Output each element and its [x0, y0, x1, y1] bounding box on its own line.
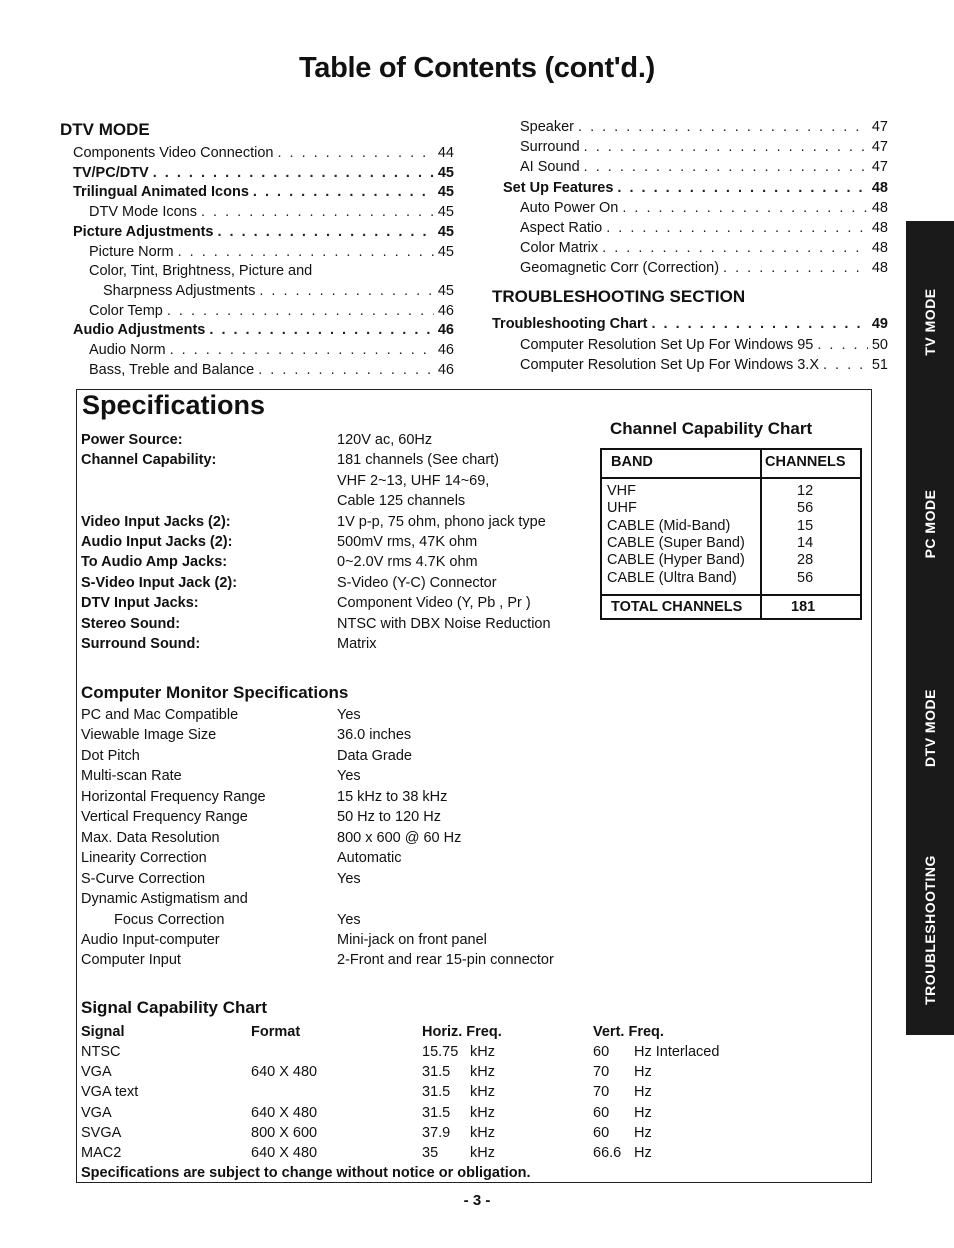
- spec-label: To Audio Amp Jacks:: [81, 554, 228, 571]
- toc-entry-page: 45: [437, 164, 454, 181]
- toc-dot-leader: [651, 315, 867, 333]
- spec-value: S-Video (Y-C) Connector: [337, 574, 497, 591]
- toc-entry-label: Troubleshooting Chart: [492, 316, 648, 332]
- toc-entry[interactable]: [89, 262, 454, 280]
- band-channels: 56: [797, 569, 814, 586]
- monitor-spec-value: Data Grade: [337, 747, 412, 764]
- monitor-spec-label: Audio Input-computer: [81, 931, 220, 948]
- monitor-spec-label: Focus Correction: [114, 911, 225, 928]
- toc-entry[interactable]: [520, 259, 888, 277]
- spec-value: NTSC with DBX Noise Reduction: [337, 615, 551, 632]
- toc-dot-leader: [723, 259, 868, 277]
- toc-dot-leader: [253, 183, 434, 201]
- toc-entry[interactable]: [89, 302, 454, 320]
- signal-name: VGA: [81, 1104, 112, 1121]
- toc-dot-leader: [606, 219, 868, 237]
- band-name: VHF: [607, 483, 636, 499]
- spec-label: Power Source:: [81, 432, 183, 448]
- toc-entry[interactable]: [520, 239, 888, 257]
- tab-troubleshooting[interactable]: TROUBLESHOOTING: [922, 855, 938, 1005]
- band-name: UHF: [607, 500, 637, 517]
- toc-entry[interactable]: [89, 243, 454, 261]
- toc-dot-leader: [209, 321, 433, 339]
- spec-value: 1V p-p, 75 ohm, phono jack type: [337, 513, 546, 530]
- signal-vert: 70: [593, 1084, 610, 1101]
- monitor-spec-value: Automatic: [337, 850, 402, 867]
- toc-entry-page: 48: [871, 220, 888, 236]
- toc-entry-page: 48: [871, 260, 888, 277]
- band-channels: 15: [797, 517, 814, 534]
- signal-vert-unit: Hz: [634, 1084, 652, 1101]
- signal-vert-unit: Hz: [634, 1104, 652, 1121]
- toc-dot-leader: [578, 118, 868, 136]
- band-name: CABLE (Mid-Band): [607, 517, 731, 534]
- toc-entry[interactable]: [89, 361, 454, 379]
- toc-dot-leader: [584, 138, 868, 156]
- toc-entry-label: Color, Tint, Brightness, Picture and: [89, 263, 313, 280]
- band-name: CABLE (Super Band): [607, 534, 745, 551]
- total-channels-value: 181: [791, 599, 816, 615]
- monitor-spec-value: Yes: [337, 768, 361, 785]
- toc-entry-label: DTV Mode Icons: [89, 204, 197, 221]
- monitor-spec-label: Linearity Correction: [81, 850, 207, 867]
- toc-dot-leader: [584, 158, 868, 176]
- toc-entry[interactable]: [89, 203, 454, 221]
- toc-dot-leader: [217, 223, 433, 241]
- toc-entry-label: Sharpness Adjustments: [103, 282, 256, 299]
- total-channels-label: TOTAL CHANNELS: [611, 599, 743, 615]
- signal-horiz-unit: kHz: [470, 1104, 495, 1121]
- toc-entry-label: Picture Adjustments: [73, 223, 214, 240]
- toc-entry-label: Surround: [520, 139, 580, 156]
- signal-vert-unit: Hz Interlaced: [634, 1044, 720, 1060]
- toc-entry[interactable]: [89, 341, 454, 359]
- toc-entry-label: AI Sound: [520, 159, 580, 176]
- toc-entry-page: 45: [437, 243, 454, 260]
- signal-vert: 70: [593, 1064, 610, 1081]
- monitor-spec-label: Multi-scan Rate: [81, 768, 182, 785]
- monitor-spec-label: Dynamic Astigmatism and: [81, 891, 248, 908]
- computer-monitor-title: Computer Monitor Specifications: [81, 683, 349, 702]
- signal-format: 640 X 480: [251, 1145, 318, 1161]
- toc-entry-label: Set Up Features: [503, 179, 614, 196]
- signal-horiz-unit: kHz: [470, 1044, 495, 1060]
- band-channels: 14: [797, 534, 814, 551]
- toc-entry-page: 47: [871, 159, 888, 176]
- toc-dot-leader: [617, 179, 867, 197]
- signal-name: NTSC: [81, 1044, 121, 1060]
- channel-capability-table: [600, 448, 862, 620]
- toc-entry-label: Computer Resolution Set Up For Windows 3.X: [520, 357, 819, 373]
- band-name: CABLE (Hyper Band): [607, 552, 745, 569]
- toc-entry-label: Computer Resolution Set Up For Windows 95: [520, 336, 814, 353]
- toc-entry-page: 50: [871, 336, 888, 353]
- toc-dot-leader: [823, 356, 868, 374]
- signal-format: 640 X 480: [251, 1104, 318, 1121]
- monitor-spec-value: 800 x 600 @ 60 Hz: [337, 829, 462, 846]
- spec-label: Surround Sound:: [81, 636, 201, 652]
- toc-entry-page: 48: [871, 199, 888, 216]
- toc-dot-leader: [167, 302, 434, 320]
- band-header: BAND: [611, 454, 653, 470]
- monitor-spec-value: 36.0 inches: [337, 727, 412, 744]
- toc-entry-label: Color Matrix: [520, 240, 599, 257]
- toc-dot-leader: [201, 203, 434, 221]
- monitor-spec-label: Computer Input: [81, 952, 181, 969]
- spec-value: 181 channels (See chart): [337, 452, 500, 469]
- monitor-spec-value: Yes: [337, 707, 361, 723]
- monitor-spec-value: 15 kHz to 38 kHz: [337, 788, 448, 805]
- toc-entry-page: 46: [437, 342, 454, 358]
- toc-dot-leader: [178, 243, 434, 261]
- toc-entry-label: Bass, Treble and Balance: [89, 361, 255, 378]
- spec-value: VHF 2~13, UHF 14~69,: [337, 472, 490, 489]
- spec-label: Channel Capability:: [81, 452, 217, 469]
- toc-entry-page: 45: [437, 204, 454, 221]
- toc-entry-page: 46: [437, 322, 454, 339]
- toc-entry-label: Components Video Connection: [73, 145, 274, 161]
- band-channels: 28: [797, 552, 814, 569]
- signal-format: 800 X 600: [251, 1124, 318, 1141]
- toc-entry[interactable]: [520, 336, 888, 354]
- toc-entry-label: Color Temp: [89, 302, 163, 319]
- toc-dot-leader: [817, 336, 868, 354]
- signal-format: 640 X 480: [251, 1064, 318, 1081]
- signal-horiz: 37.9: [422, 1124, 451, 1141]
- footnote: Specifications are subject to change without notice or obligation.: [81, 1165, 531, 1181]
- toc-entry[interactable]: [520, 118, 888, 136]
- signal-horiz: 35: [422, 1145, 439, 1161]
- signal-vert: 60: [593, 1044, 610, 1060]
- signal-name: VGA text: [81, 1084, 139, 1101]
- monitor-spec-value: Yes: [337, 870, 361, 887]
- signal-horiz-unit: kHz: [470, 1145, 495, 1161]
- monitor-spec-label: Dot Pitch: [81, 747, 140, 764]
- toc-entry[interactable]: [103, 282, 454, 300]
- toc-entry-page: 47: [871, 119, 888, 135]
- toc-entry-label: Geomagnetic Corr (Correction): [520, 260, 720, 277]
- specifications-title: Specifications: [82, 390, 266, 420]
- toc-dot-leader: [277, 144, 433, 162]
- tab-pc-mode[interactable]: PC MODE: [922, 489, 938, 559]
- toc-entry-label: Picture Norm: [89, 243, 174, 260]
- monitor-spec-label: Max. Data Resolution: [81, 829, 220, 846]
- toc-entry-page: 45: [437, 282, 454, 299]
- signal-vert-unit: Hz: [634, 1124, 652, 1141]
- toc-dot-leader: [602, 239, 868, 257]
- signal-horiz-unit: kHz: [470, 1084, 495, 1101]
- toc-entry-page: 46: [437, 302, 454, 319]
- toc-dot-leader: [153, 164, 434, 182]
- vert-freq-header: Vert. Freq.: [593, 1024, 664, 1040]
- signal-horiz: 31.5: [422, 1084, 451, 1101]
- monitor-spec-value: 2-Front and rear 15-pin connector: [337, 952, 554, 969]
- monitor-spec-value: Mini-jack on front panel: [337, 931, 487, 948]
- toc-entry-label: Speaker: [520, 119, 575, 135]
- band-name: CABLE (Ultra Band): [607, 569, 737, 586]
- toc-dot-leader: [258, 361, 434, 379]
- toc-entry[interactable]: [520, 199, 888, 217]
- spec-label: Audio Input Jacks (2):: [81, 534, 233, 550]
- toc-entry-page: 48: [871, 240, 888, 257]
- spec-value: 0~2.0V rms 4.7K ohm: [337, 554, 478, 571]
- spec-label: S-Video Input Jack (2):: [81, 574, 238, 591]
- toc-entry[interactable]: [520, 138, 888, 156]
- signal-header: Signal: [81, 1024, 125, 1040]
- signal-vert: 60: [593, 1124, 610, 1141]
- toc-entry-page: 46: [437, 361, 454, 378]
- tab-dtv-mode[interactable]: DTV MODE: [922, 689, 938, 767]
- monitor-spec-value: 50 Hz to 120 Hz: [337, 809, 441, 826]
- toc-dot-leader: [170, 341, 434, 359]
- signal-vert: 60: [593, 1104, 610, 1121]
- toc-entry-label: Aspect Ratio: [520, 220, 603, 236]
- toc-entry-page: 45: [437, 184, 454, 201]
- monitor-spec-label: S-Curve Correction: [81, 870, 206, 887]
- toc-entry[interactable]: [73, 144, 454, 162]
- toc-entry-page: 48: [871, 179, 888, 196]
- spec-label: Stereo Sound:: [81, 615, 181, 632]
- toc-entry-label: Audio Adjustments: [73, 322, 206, 339]
- signal-horiz: 31.5: [422, 1064, 451, 1081]
- toc-entry[interactable]: [520, 158, 888, 176]
- toc-entry-page: 49: [871, 316, 888, 332]
- toc-entry[interactable]: [73, 223, 454, 241]
- channels-header: CHANNELS: [765, 454, 846, 470]
- toc-entry-page: 47: [871, 139, 888, 156]
- spec-value: Component Video (Y, Pb , Pr ): [337, 595, 531, 612]
- monitor-spec-label: PC and Mac Compatible: [81, 707, 239, 723]
- monitor-spec-value: Yes: [337, 911, 361, 928]
- toc-entry-label: Trilingual Animated Icons: [73, 184, 249, 201]
- toc-entry-label: Auto Power On: [520, 199, 619, 216]
- toc-dot-leader: [622, 199, 868, 217]
- signal-name: SVGA: [81, 1124, 122, 1141]
- toc-entry[interactable]: [73, 321, 454, 339]
- monitor-spec-label: Vertical Frequency Range: [81, 809, 248, 826]
- band-channels: 56: [797, 500, 814, 517]
- signal-vert-unit: Hz: [634, 1145, 652, 1161]
- monitor-spec-label: Horizontal Frequency Range: [81, 788, 266, 805]
- toc-entry-label: Audio Norm: [89, 342, 166, 358]
- toc-entry-page: 51: [871, 357, 888, 373]
- tab-tv-mode[interactable]: TV MODE: [922, 288, 938, 356]
- spec-value: Cable 125 channels: [337, 493, 466, 510]
- toc-entry-page: 45: [437, 223, 454, 240]
- signal-horiz: 15.75: [422, 1044, 459, 1060]
- signal-horiz: 31.5: [422, 1104, 451, 1121]
- toc-entry[interactable]: [520, 356, 888, 374]
- toc-entry[interactable]: [492, 315, 888, 333]
- toc-entry-label: TV/PC/DTV: [73, 164, 149, 181]
- monitor-spec-label: Viewable Image Size: [81, 727, 217, 744]
- signal-name: VGA: [81, 1064, 112, 1081]
- signal-vert-unit: Hz: [634, 1064, 652, 1081]
- channel-chart-title: Channel Capability Chart: [610, 419, 813, 438]
- page-number: - 3 -: [463, 1192, 491, 1209]
- toc-dot-leader: [259, 282, 434, 300]
- format-header: Format: [251, 1024, 301, 1040]
- signal-name: MAC2: [81, 1145, 122, 1161]
- toc-entry[interactable]: [503, 179, 888, 197]
- toc-entry[interactable]: [520, 219, 888, 237]
- toc-entry[interactable]: [73, 183, 454, 201]
- band-channels: 12: [797, 483, 814, 499]
- toc-entry-page: 44: [437, 145, 454, 161]
- signal-vert: 66.6: [593, 1145, 622, 1161]
- toc-heading-dtv-mode: DTV MODE: [60, 120, 150, 139]
- toc-heading-troubleshooting: TROUBLESHOOTING SECTION: [492, 287, 746, 306]
- spec-value: 500mV rms, 47K ohm: [337, 534, 478, 550]
- signal-horiz-unit: kHz: [470, 1064, 495, 1081]
- spec-label: Video Input Jacks (2):: [81, 513, 231, 530]
- spec-value: 120V ac, 60Hz: [337, 432, 433, 448]
- signal-horiz-unit: kHz: [470, 1124, 495, 1141]
- signal-chart-title: Signal Capability Chart: [81, 998, 268, 1017]
- page-title: Table of Contents (cont'd.): [299, 52, 655, 84]
- horiz-freq-header: Horiz. Freq.: [422, 1024, 502, 1040]
- spec-value: Matrix: [337, 636, 377, 652]
- toc-entry[interactable]: [73, 164, 454, 182]
- spec-label: DTV Input Jacks:: [81, 595, 199, 612]
